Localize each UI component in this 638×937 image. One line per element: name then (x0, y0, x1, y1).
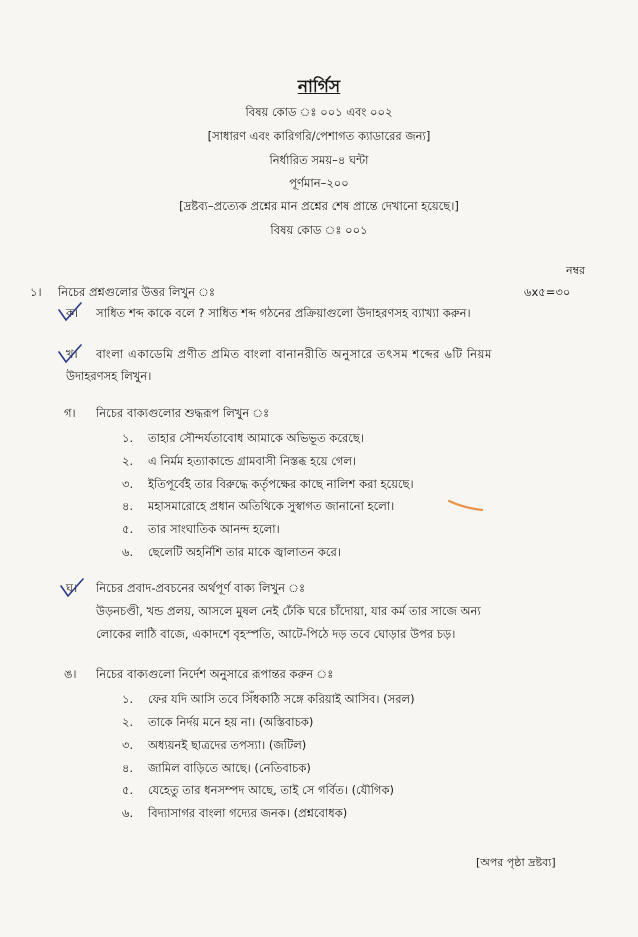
list-item-text: জামিল বাড়িতে আছে। (নেতিবাচক) (148, 761, 311, 775)
list-item-number: ৬. (122, 806, 134, 820)
list-item-text: মহাসমারোহে প্রধান অতিথিকে সুস্বাগত জানানো হলো। (148, 499, 395, 513)
sub-question-label: ঘ। (66, 581, 78, 595)
sub-question-label: খ। (66, 347, 78, 361)
list-item-number: ৩. (122, 477, 134, 491)
time-allowed: নির্ধারিত সময়–৪ ঘন্টা (269, 153, 369, 167)
pen-tick-icon (58, 576, 86, 602)
highlighter-mark-icon (446, 496, 486, 516)
list-item-number: ২. (122, 454, 134, 468)
list-item-text: ফের যদি আসি তবে সিঁধকাঠি সঙ্গে করিয়াই আসিব। (সরল) (148, 692, 415, 706)
list-item-number: ১. (122, 431, 134, 445)
sub-question-text: নিচের বাক্যগুলোর শুদ্ধরূপ লিখুন ঃ (96, 406, 270, 420)
list-item-text: অধ্যয়নই ছাত্রদের তপস্যা। (জটিল) (148, 738, 307, 752)
list-item-number: ৪. (122, 761, 134, 775)
list-item-number: ২. (122, 715, 134, 729)
pen-tick-icon (56, 300, 84, 326)
marks-column-label: নম্বর (566, 264, 586, 277)
marks-note: [দ্রষ্টব্য–প্রত্যেক প্রশ্নের মান প্রশ্নের শেষ প্রান্তে দেখানো হয়েছে।] (179, 199, 459, 213)
sub-question-label: ক। (66, 306, 79, 320)
sub-question-text-line1: বাংলা একাডেমি প্রণীত প্রমিত বাংলা বানানরীতি অনুসারে তৎসম শব্দের ৬টি নিয়ম (96, 347, 492, 361)
list-item-text: ছেলেটি অহর্নিশি তার মাকে জ্বালাতন করে। (148, 545, 341, 559)
question-marks: ৬x৫=৩০ (524, 285, 571, 299)
list-item-number: ৩. (122, 738, 134, 752)
sub-question-text: নিচের বাক্যগুলো নির্দেশ অনুসারে রূপান্তর করুন ঃ (96, 667, 334, 681)
page-title: নার্গিস (297, 77, 341, 97)
list-item-text: তাহার সৌন্দর্যতাবোধ আমাকে অভিভূত করেছে। (148, 431, 364, 445)
list-item-text: তার সাংঘাতিক আনন্দ হলো। (148, 522, 280, 536)
list-item-number: ৫. (122, 522, 134, 536)
list-item-number: ৪. (122, 499, 134, 513)
sub-question-text-line2: উদাহরণসহ লিখুন। (66, 369, 152, 383)
sub-question-text: নিচের প্রবাদ-প্রবচনের অর্থপূর্ণ বাক্য লিখুন ঃ (96, 581, 306, 595)
question-text: নিচের প্রশ্নগুলোর উত্তর লিখুন ঃ (58, 285, 216, 299)
list-item-number: ১. (122, 692, 134, 706)
list-item-text: তাকে নির্দয় মনে হয় না। (অস্তিবাচক) (148, 715, 314, 729)
subject-code-2: বিষয় কোড ঃ ০০১ (270, 223, 368, 237)
proverbs-line2: লোকের লাঠি বাজে, একাদশে বৃহস্পতি, আটে-পিঠে দড় তবে ঘোড়ার উপর চড়। (96, 627, 456, 641)
sub-question-label: ঙ। (64, 667, 77, 681)
list-item-number: ৫. (122, 783, 134, 797)
list-item-number: ৬. (122, 545, 134, 559)
full-marks: পূর্ণমান–২০০ (289, 176, 349, 190)
cadre-note: [সাধারণ এবং কারিগরি/পেশাগত ক্যাডারের জন্য] (207, 129, 431, 143)
list-item-text: ইতিপূর্বেই তার বিরুদ্ধে কর্তৃপক্ষের কাছে নালিশ করা হয়েছে। (148, 477, 414, 491)
list-item-text: এ নির্মম হত্যাকান্ডে গ্রামবাসী নিস্তব্ধ হয়ে গেল। (148, 454, 357, 468)
subject-code: বিষয় কোড ঃ ০০১ এবং ০০২ (245, 105, 393, 119)
list-item-text: বিদ্যাসাগর বাংলা গদ্যের জনক। (প্রশ্নবোধক) (148, 806, 348, 820)
list-item-text: যেহেতু তার ধনসম্পদ আছে, তাই সে গর্বিত। (যৌগিক) (148, 783, 394, 797)
question-number: ১। (30, 285, 42, 299)
pen-tick-icon (56, 342, 84, 368)
page-turn-note: [অপর পৃষ্ঠা দ্রষ্টব্য] (476, 856, 556, 869)
proverbs-line1: উড়নচণ্ডী, খন্ড প্রলয়, আসলে মুষল নেই ঢেঁকি ঘরে চাঁদোয়া, যার কর্ম তার সাজে অন্য (96, 604, 481, 618)
sub-question-text: সাধিত শব্দ কাকে বলে ? সাধিত শব্দ গঠনের প্রক্রিয়াগুলো উদাহরণসহ ব্যাখ্যা করুন। (96, 306, 471, 320)
sub-question-label: গ। (64, 406, 76, 420)
